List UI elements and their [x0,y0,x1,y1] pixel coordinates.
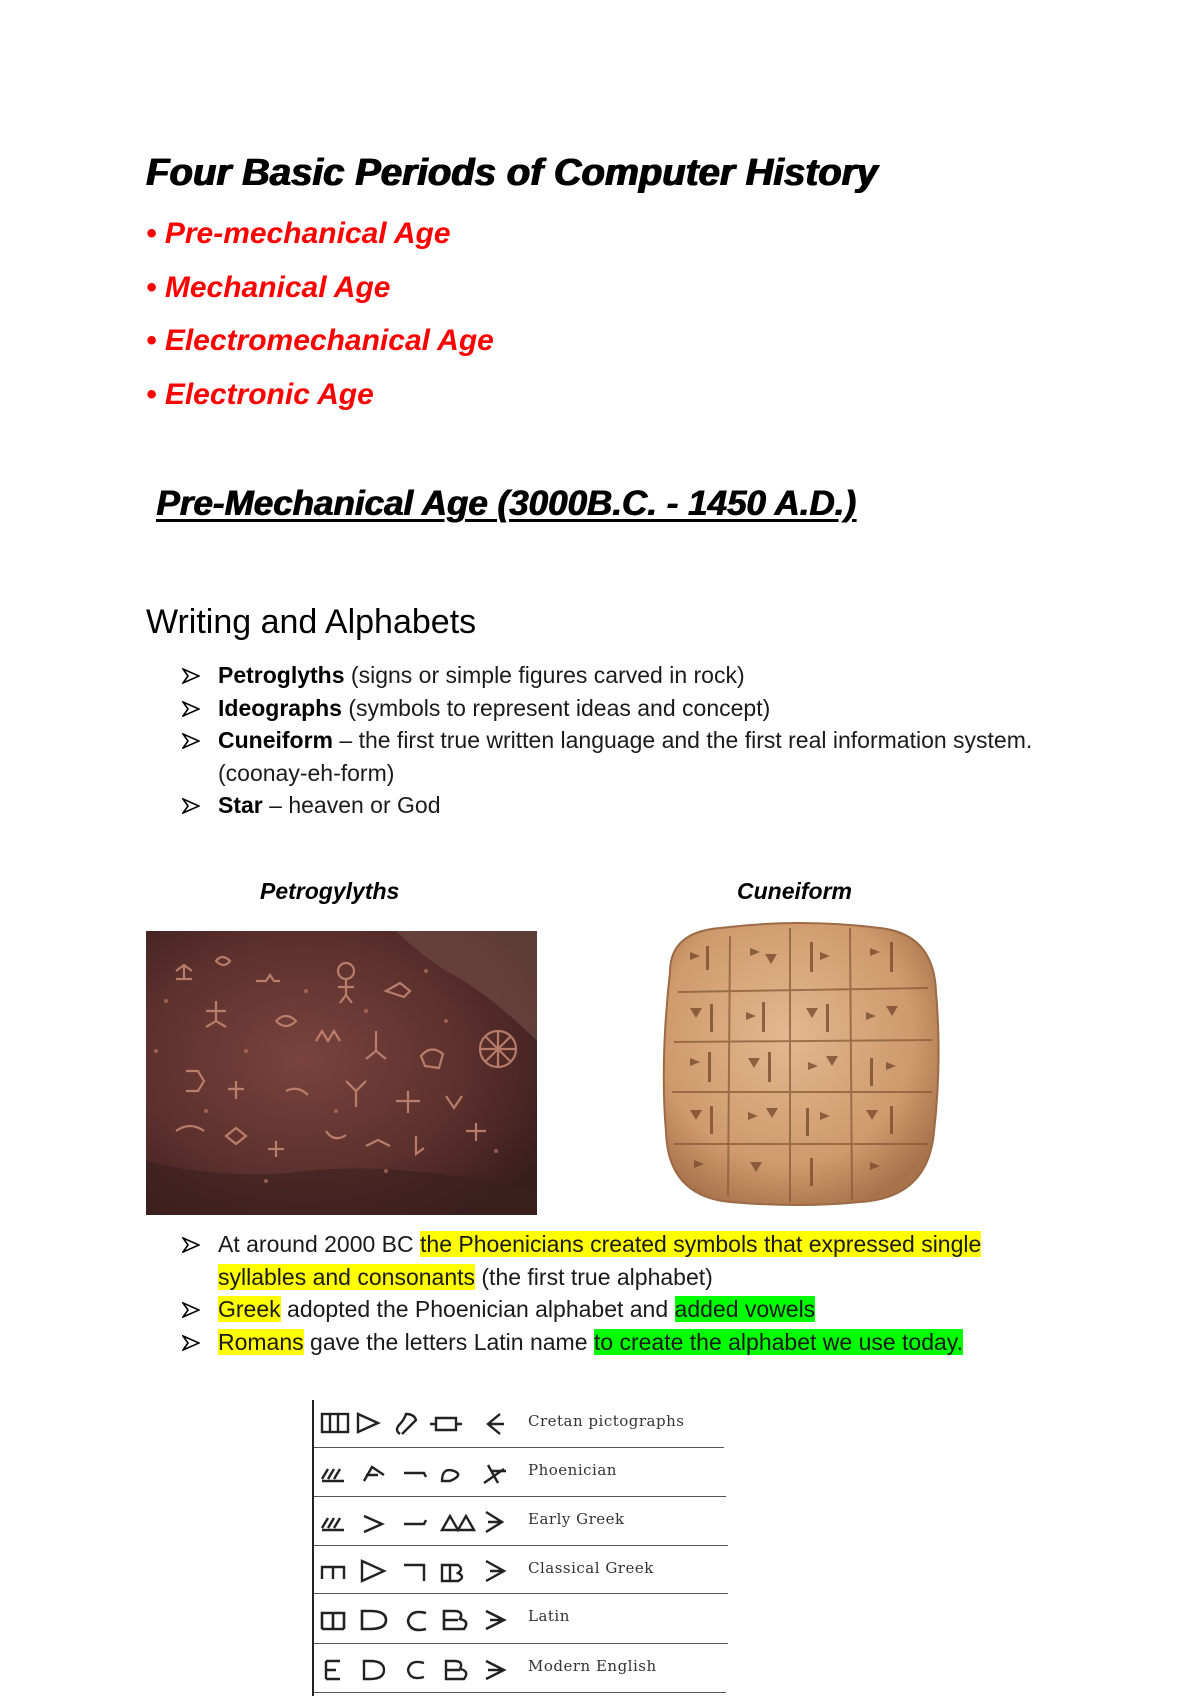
petroglyphs-caption: Petrogylyths [260,878,400,904]
highlighted-text: to create the alphabet we use today. [593,1328,963,1355]
cretan-glyphs [318,1406,528,1442]
arrow-bullet-icon [182,701,200,717]
bullet-item [182,1228,1062,1293]
section-title-text: Pre-Mechanical Age (3000B.C. - 1450 A.D.) [156,484,856,523]
bullet-text: – the first true written language and the first real information system. (coonay-eh-form) [218,727,1033,786]
highlighted-text: Greek [218,1296,281,1322]
highlighted-text: the Phoenicians created symbols that expressed single syllables and consonants [218,1231,982,1290]
alphabet-row [314,1498,728,1546]
alphabet-row-label: Early Greek [528,1510,625,1528]
alphabet-row-label: Classical Greek [528,1559,654,1577]
age-item: • Pre-mechanical Age [146,217,451,250]
alphabet-row [314,1400,728,1448]
bullet-text: (symbols to represent ideas and concept) [341,694,771,721]
bullet-text: adopted the Phoenician alphabet and [280,1296,675,1322]
age-item: • Electronic Age [146,377,374,411]
section-title [146,484,856,524]
alphabet-row-label: Latin [528,1607,570,1625]
bullet-text: (signs or simple figures carved in rock) [344,662,745,688]
bullet-term: Ideographs [218,694,342,721]
bullet-item [182,659,1062,692]
arrow-bullet-icon [182,668,200,684]
alphabet-row [314,1645,728,1693]
early-greek-glyphs [318,1504,528,1540]
bullet-item [182,724,1062,789]
arrow-bullet-icon [182,1335,200,1351]
highlighted-text: added vowels [674,1296,816,1322]
alphabet-row-label: Modern English [528,1657,657,1675]
arrow-bullet-icon [182,1302,200,1318]
bullet-item [182,692,1062,725]
arrow-bullet-icon [182,1237,200,1253]
bullet-text: At around 2000 BC [218,1231,421,1257]
highlighted-text: Romans [218,1328,304,1355]
alphabet-bullets [182,1228,1062,1358]
alphabet-row [314,1449,728,1497]
bullet-term: Star [218,792,263,818]
bullet-item [182,789,1062,822]
bullet-text: – heaven or God [262,792,441,818]
alphabet-row [314,1595,728,1643]
ages-list [146,216,494,430]
bullet-text: (the first true alphabet) [475,1263,713,1290]
petroglyphs-image [146,931,537,1215]
latin-glyphs [318,1601,528,1637]
age-item: • Mechanical Age [146,270,391,304]
writing-bullets [182,659,1062,822]
modern-english-glyphs [318,1651,528,1687]
bullet-item [182,1293,1062,1326]
bullet-term: Petroglyths [218,662,345,688]
classical-greek-glyphs [318,1553,528,1589]
cuneiform-caption: Cuneiform [737,878,852,904]
age-item: • Electromechanical Age [146,324,494,357]
alphabet-evolution-image [312,1400,728,1696]
alphabet-row-label: Phoenician [528,1461,617,1479]
bullet-item [182,1326,1062,1359]
arrow-bullet-icon [182,733,200,749]
bullet-text: gave the letters Latin name [303,1328,594,1355]
subsection-heading: Writing and Alphabets [146,603,477,641]
alphabet-row [314,1547,728,1595]
alphabet-row-label: Cretan pictographs [528,1412,685,1430]
phoenician-glyphs [318,1455,528,1491]
document-title: Four Basic Periods of Computer History [146,152,878,194]
bullet-term: Cuneiform [218,727,333,753]
cuneiform-image [650,912,950,1212]
arrow-bullet-icon [182,798,200,814]
